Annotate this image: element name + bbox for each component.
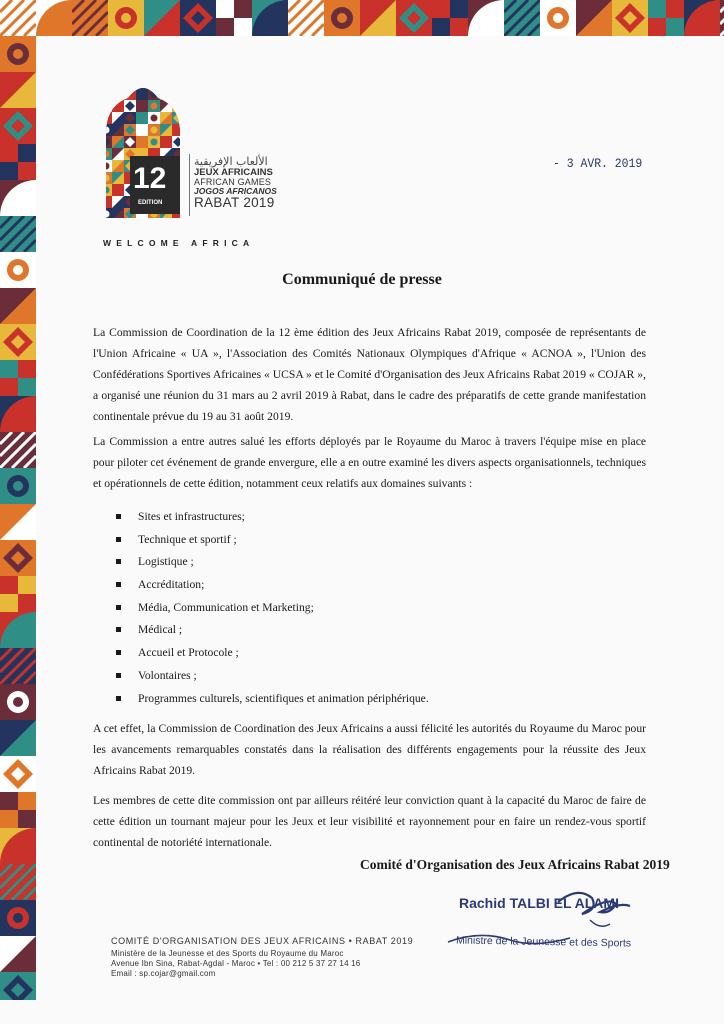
paragraph-conviction: Les membres de cette dite commission ont par ailleurs réitéré leur conviction quant à la capacité du Maroc de faire de cette édition un tournant majeur pour les Jeux et leur visibilité et rayonnement pour en faire un rendez-vous sportif continental de notoriété internationale. bbox=[93, 794, 646, 849]
border-tile bbox=[0, 288, 36, 324]
footer-address bbox=[111, 936, 413, 978]
bullet-square-icon bbox=[116, 559, 121, 564]
footer-ministry: Ministère de la Jeunesse et des Sports du Royaume du Maroc bbox=[111, 949, 344, 958]
edition-label: EDITION bbox=[138, 200, 163, 206]
border-tile bbox=[0, 432, 36, 468]
list-item: Médical ; bbox=[116, 619, 429, 642]
border-tile bbox=[0, 540, 36, 576]
border-tile bbox=[0, 936, 36, 972]
border-tile bbox=[540, 0, 576, 36]
footer-email: Email : sp.cojar@gmail.com bbox=[111, 969, 216, 978]
border-tile bbox=[324, 0, 360, 36]
border-tile bbox=[0, 612, 36, 648]
border-tile bbox=[396, 0, 432, 36]
border-tile bbox=[0, 504, 36, 540]
border-tile bbox=[72, 0, 108, 36]
welcome-tagline: WELCOME AFRICA bbox=[103, 238, 255, 248]
border-tile bbox=[0, 144, 36, 180]
border-tile bbox=[216, 0, 252, 36]
logo-line-african: AFRICAN GAMES bbox=[194, 176, 272, 187]
bullet-square-icon bbox=[116, 605, 121, 610]
border-tile bbox=[0, 216, 36, 252]
list-item: Logistique ; bbox=[116, 551, 429, 574]
border-tile bbox=[0, 108, 36, 144]
bullet-square-icon bbox=[116, 673, 121, 678]
logo-line-jogos: JOGOS AFRICANOS bbox=[194, 185, 277, 196]
signatory-name: Rachid TALBI EL ALAMI bbox=[459, 895, 619, 911]
bullet-square-icon bbox=[116, 696, 121, 701]
paragraph-congratulations: A cet effet, la Commission de Coordination des Jeux Africains a aussi félicité les autorités du Royaume du Maroc pour les avancements remarquables constatés dans la réalisation des différents engagements pour la réussite des Jeux Africains Rabat 2019. bbox=[93, 722, 646, 777]
border-tile bbox=[252, 0, 288, 36]
footer-address-phone: Avenue Ibn Sina, Rabat-Agdal - Maroc • Tel : 00 212 5 37 27 14 16 bbox=[111, 959, 361, 968]
border-tile bbox=[0, 792, 36, 828]
border-tile bbox=[0, 756, 36, 792]
border-tile bbox=[0, 828, 36, 864]
date-stamp: - 3 AVR. 2019 bbox=[553, 156, 643, 171]
paragraph-commission: La Commission a entre autres salué les efforts déployés par le Royaume du Maroc à travers l'équipe mise en place pour piloter cet événement de grande envergure, elle a en outre examiné les divers aspects organisationnels, techniques et opérationnels de cette édition, notamment ceux relatifs aux domaines suivants : bbox=[93, 435, 646, 490]
border-tile bbox=[0, 684, 36, 720]
signatory-title: Ministre de la Jeunesse et des Sports bbox=[455, 934, 632, 950]
logo-arabic-name: الألعاب الإفريقية bbox=[194, 155, 268, 168]
bullet-square-icon bbox=[116, 537, 121, 542]
list-item: Programmes culturels, scientifiques et animation périphérique. bbox=[116, 688, 429, 711]
list-item: Média, Communication et Marketing; bbox=[116, 597, 429, 620]
border-tile bbox=[180, 0, 216, 36]
border-tile bbox=[0, 864, 36, 900]
border-tile bbox=[0, 648, 36, 684]
decorative-border-left bbox=[0, 0, 36, 1000]
bullet-square-icon bbox=[116, 582, 121, 587]
list-item: Sites et infrastructures; bbox=[116, 506, 429, 529]
border-tile bbox=[0, 180, 36, 216]
border-tile bbox=[36, 0, 72, 36]
decorative-border-top bbox=[0, 0, 724, 36]
border-tile bbox=[0, 324, 36, 360]
bullet-square-icon bbox=[116, 627, 121, 632]
border-tile bbox=[468, 0, 504, 36]
border-tile bbox=[108, 0, 144, 36]
signing-organization: Comité d'Organisation des Jeux Africains Rabat 2019 bbox=[360, 857, 670, 872]
emblem-graphic bbox=[100, 88, 186, 218]
logo-line-jeux: JEUX AFRICAINS bbox=[194, 166, 273, 178]
border-tile bbox=[0, 0, 36, 36]
border-tile bbox=[684, 0, 720, 36]
border-tile bbox=[648, 0, 684, 36]
border-tile bbox=[504, 0, 540, 36]
border-tile bbox=[720, 0, 724, 36]
border-tile bbox=[0, 468, 36, 504]
list-item: Accueil et Protocole ; bbox=[116, 642, 429, 665]
border-tile bbox=[360, 0, 396, 36]
border-tile bbox=[288, 0, 324, 36]
page-title: Communiqué de presse bbox=[282, 271, 442, 288]
border-tile bbox=[612, 0, 648, 36]
paragraph-intro: La Commission de Coordination de la 12 ème édition des Jeux Africains Rabat 2019, composée de représentants de l'Union Africaine « UA », l'Association des Comités Nationaux Olympiques d'Afrique « ACNOA », l'Union des Confédérations Sportives Africaines « UCSA » et le Comité d'Organisation des Jeux Africains Rabat 2019 « COJAR », a organisé une réunion du 31 mars au 2 avril 2019 à Rabat, dans le cadre des préparatifs de cette grande manifestation continentale prévue du 19 au 31 août 2019. bbox=[93, 326, 646, 423]
bullet-square-icon bbox=[116, 650, 121, 655]
logo-divider bbox=[189, 154, 190, 216]
border-tile bbox=[576, 0, 612, 36]
bullet-square-icon bbox=[116, 514, 121, 519]
border-tile bbox=[0, 36, 36, 72]
list-item: Accréditation; bbox=[116, 574, 429, 597]
border-tile bbox=[0, 972, 36, 1000]
list-item: Volontaires ; bbox=[116, 665, 429, 688]
edition-number: 12 bbox=[133, 162, 167, 195]
border-tile bbox=[0, 396, 36, 432]
border-tile bbox=[0, 360, 36, 396]
logo-wordmark bbox=[194, 156, 277, 210]
border-tile bbox=[432, 0, 468, 36]
border-tile bbox=[0, 720, 36, 756]
border-tile bbox=[0, 72, 36, 108]
border-tile bbox=[0, 900, 36, 936]
border-tile bbox=[144, 0, 180, 36]
border-tile bbox=[0, 576, 36, 612]
list-item: Technique et sportif ; bbox=[116, 529, 429, 552]
logo-line-rabat: RABAT 2019 bbox=[194, 194, 275, 210]
footer-organization: COMITÉ D'ORGANISATION DES JEUX AFRICAINS • RABAT 2019 bbox=[111, 936, 414, 946]
domains-list bbox=[116, 506, 429, 710]
games-logo bbox=[100, 88, 300, 258]
